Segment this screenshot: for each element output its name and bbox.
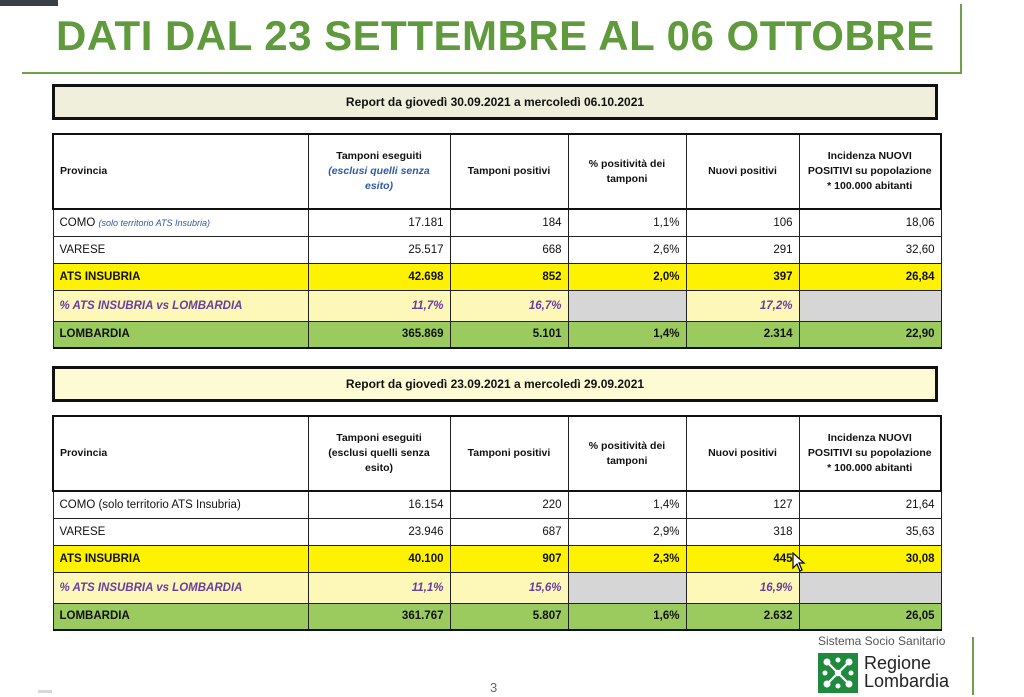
table-row-varese <box>53 518 941 545</box>
header-tamponi-eseguiti-note: (esclusi quelli senza esito) <box>328 447 430 474</box>
page-title: DATI DAL 23 SETTEMBRE AL 06 OTTOBRE <box>56 12 935 59</box>
cell-positivi: 5.101 <box>450 321 568 348</box>
regione-lombardia-logo-icon <box>818 653 858 693</box>
cell-incidenza: 18,06 <box>799 209 941 236</box>
header-tamponi-eseguiti-note: (esclusi quelli senza esito) <box>328 165 430 192</box>
cell-perc: 2,6% <box>568 236 686 263</box>
cell-incidenza: 30,08 <box>799 545 941 572</box>
cell-tamponi: 17.181 <box>308 209 450 236</box>
cell-incidenza: 26,84 <box>799 263 941 290</box>
cell-tamponi: 11,7% <box>308 290 450 321</box>
cell-nuovi: 127 <box>686 491 799 518</box>
como-note: (solo territorio ATS Insubria) <box>98 217 211 228</box>
header-positivita: % positività dei tamponi <box>568 416 686 491</box>
cell-perc: 1,4% <box>568 321 686 348</box>
cell-perc: 1,4% <box>568 491 686 518</box>
cell-provincia <box>53 209 308 236</box>
cell-perc: 2,0% <box>568 263 686 290</box>
header-tamponi-positivi: Tamponi positivi <box>450 134 568 209</box>
cell-incidenza: 32,60 <box>799 236 941 263</box>
cell-provincia: ATS INSUBRIA <box>53 545 308 572</box>
table-row-como <box>53 209 941 236</box>
brand-divider <box>972 637 974 695</box>
cell-provincia: COMO (solo territorio ATS Insubria) <box>53 491 308 518</box>
cell-provincia: % ATS INSUBRIA vs LOMBARDIA <box>53 572 308 603</box>
cell-incidenza-empty <box>799 290 941 321</box>
cell-provincia: % ATS INSUBRIA vs LOMBARDIA <box>53 290 308 321</box>
table-row-ats-insubria <box>53 263 941 290</box>
report-title-week-1: Report da giovedì 30.09.2021 a mercoledì 06.10.2021 <box>52 84 938 120</box>
table-row-ats-vs-lombardia <box>53 572 941 603</box>
cell-provincia: VARESE <box>53 518 308 545</box>
cell-nuovi: 106 <box>686 209 799 236</box>
header-tamponi-eseguiti-label: Tamponi eseguiti <box>336 150 422 162</box>
table-row-como <box>53 491 941 518</box>
cell-tamponi: 365.869 <box>308 321 450 348</box>
table-header-row <box>53 416 941 491</box>
cell-tamponi: 40.100 <box>308 545 450 572</box>
cell-positivi: 220 <box>450 491 568 518</box>
cell-nuovi: 2.632 <box>686 603 799 630</box>
cell-positivi: 5.807 <box>450 603 568 630</box>
cell-nuovi: 318 <box>686 518 799 545</box>
cell-tamponi: 23.946 <box>308 518 450 545</box>
report-title-week-2: Report da giovedì 23.09.2021 a mercoledì 29.09.2021 <box>52 366 938 402</box>
report-table-week-1 <box>52 133 942 349</box>
header-incidenza: Incidenza NUOVI POSITIVI su popolazione * 100.000 abitanti <box>799 134 941 209</box>
table-row-ats-insubria <box>53 545 941 572</box>
header-provincia: Provincia <box>53 134 308 209</box>
header-nuovi-positivi: Nuovi positivi <box>686 134 799 209</box>
cell-positivi: 668 <box>450 236 568 263</box>
cell-tamponi: 361.767 <box>308 603 450 630</box>
cell-nuovi: 17,2% <box>686 290 799 321</box>
header-tamponi-eseguiti-label: Tamponi eseguiti <box>336 432 422 444</box>
slide-corner-artifact <box>38 690 52 693</box>
table-row-lombardia <box>53 603 941 630</box>
title-side-rule <box>960 4 962 74</box>
cell-perc: 1,1% <box>568 209 686 236</box>
como-label: COMO <box>59 216 96 229</box>
table-header-row <box>53 134 941 209</box>
brand-name <box>864 654 949 690</box>
cell-perc: 1,6% <box>568 603 686 630</box>
cell-positivi: 16,7% <box>450 290 568 321</box>
cell-positivi: 15,6% <box>450 572 568 603</box>
cell-nuovi: 397 <box>686 263 799 290</box>
table-row-ats-vs-lombardia <box>53 290 941 321</box>
cell-incidenza-empty <box>799 572 941 603</box>
header-tamponi-eseguiti <box>308 134 450 209</box>
cell-provincia: ATS INSUBRIA <box>53 263 308 290</box>
brand-name-line-2: Lombardia <box>864 671 950 691</box>
cell-perc: 2,9% <box>568 518 686 545</box>
table-row-varese <box>53 236 941 263</box>
window-corner-tab <box>0 0 58 6</box>
cell-incidenza: 35,63 <box>799 518 941 545</box>
header-tamponi-eseguiti <box>308 416 450 491</box>
header-incidenza: Incidenza NUOVI POSITIVI su popolazione * 100.000 abitanti <box>799 416 941 491</box>
cell-positivi: 687 <box>450 518 568 545</box>
page-number: 3 <box>490 680 498 695</box>
cell-nuovi: 291 <box>686 236 799 263</box>
table-row-lombardia <box>53 321 941 348</box>
cell-nuovi: 2.314 <box>686 321 799 348</box>
cell-provincia: LOMBARDIA <box>53 321 308 348</box>
cell-tamponi: 11,1% <box>308 572 450 603</box>
cell-provincia: VARESE <box>53 236 308 263</box>
brand-name-line-1: Regione <box>864 653 932 673</box>
cell-nuovi: 445 <box>686 545 799 572</box>
cell-positivi: 907 <box>450 545 568 572</box>
cell-incidenza: 21,64 <box>799 491 941 518</box>
header-nuovi-positivi: Nuovi positivi <box>686 416 799 491</box>
cell-positivi: 852 <box>450 263 568 290</box>
report-table-week-2 <box>52 415 942 631</box>
header-positivita: % positività dei tamponi <box>568 134 686 209</box>
cell-perc-empty <box>568 290 686 321</box>
cell-tamponi: 25.517 <box>308 236 450 263</box>
header-tamponi-positivi: Tamponi positivi <box>450 416 568 491</box>
cell-nuovi: 16,9% <box>686 572 799 603</box>
brand-subtitle: Sistema Socio Sanitario <box>818 634 946 648</box>
cell-positivi: 184 <box>450 209 568 236</box>
cell-perc: 2,3% <box>568 545 686 572</box>
cell-incidenza: 22,90 <box>799 321 941 348</box>
cell-provincia: LOMBARDIA <box>53 603 308 630</box>
header-provincia: Provincia <box>53 416 308 491</box>
title-underline <box>22 72 960 74</box>
mouse-cursor-icon <box>792 552 806 572</box>
cell-perc-empty <box>568 572 686 603</box>
cell-tamponi: 42.698 <box>308 263 450 290</box>
cell-incidenza: 26,05 <box>799 603 941 630</box>
cell-tamponi: 16.154 <box>308 491 450 518</box>
